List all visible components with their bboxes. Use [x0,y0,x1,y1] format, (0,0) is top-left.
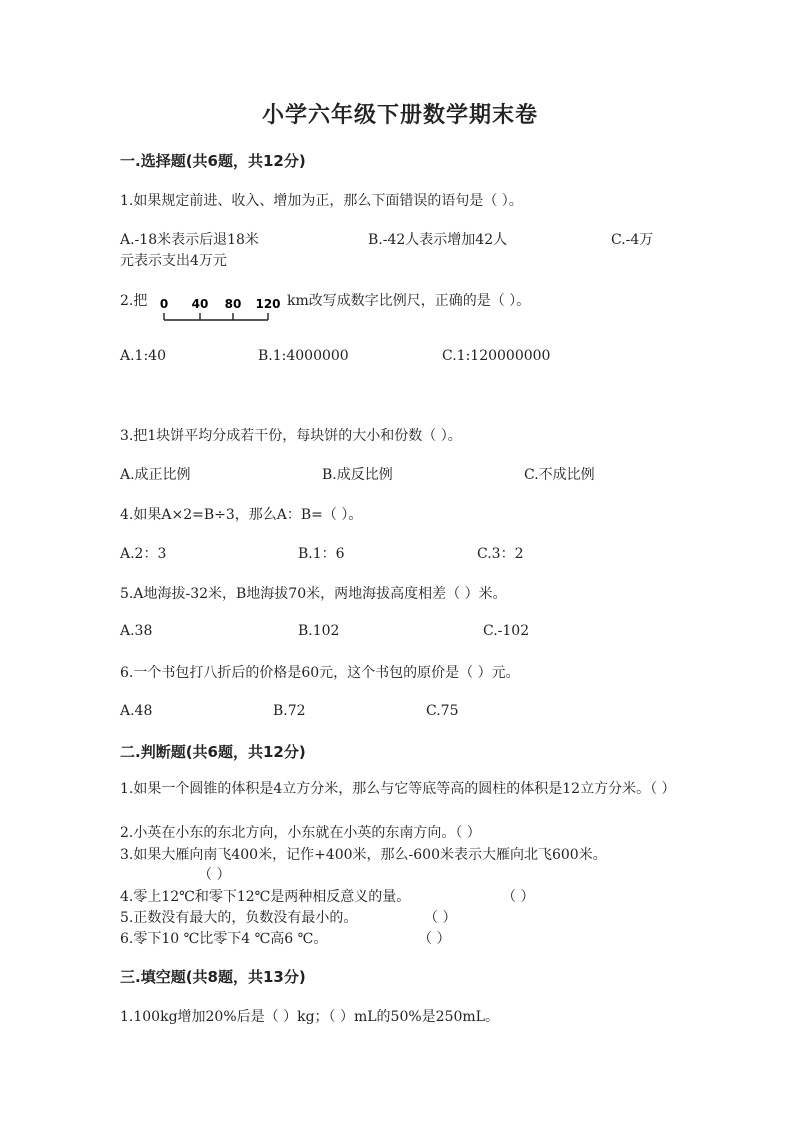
choice-q5-stem: 5.A地海拔-32米，B地海拔70米，两地海拔高度相差（ ）米。 [120,586,507,602]
exam-title: 小学六年级下册数学期末卷 [261,102,538,128]
choice-q4-option-b: B.1：6 [298,546,345,562]
judge-q5-blank: （ ） [424,910,457,926]
choice-q2-option-a: A.1:40 [120,348,166,364]
choice-q1-stem: 1.如果规定前进、收入、增加为正，那么下面错误的语句是（ ）。 [120,193,523,209]
choice-q6-option-b: B.72 [273,703,306,719]
fill-q1: 1.100kg增加20%后是（ ）kg；（ ）mL的50%是250mL。 [120,1009,499,1025]
scale-label-80: 80 [224,297,242,311]
judge-q6-blank: （ ） [418,931,451,947]
choice-q4-option-a: A.2：3 [120,546,167,562]
judge-q5: 5.正数没有最大的，负数没有最小的。 [120,910,358,926]
line-scale-figure [160,296,282,324]
judge-q3: 3.如果大雁向南飞400米，记作+400米，那么-600米表示大雁向北飞600米。 [120,847,607,863]
scale-label-0: 0 [160,297,169,311]
choice-q1-option-c: C.-4万 [611,232,654,248]
judge-q1: 1.如果一个圆锥的体积是4立方分米，那么与它等底等高的圆柱的体积是12立方分米。（ ） [120,781,676,797]
choice-q6-option-a: A.48 [120,703,153,719]
choice-q3-option-c: C.不成比例 [524,467,595,483]
choice-q2-stem: km改写成数字比例尺，正确的是（ ）。 [287,293,531,309]
choice-q3-option-b: B.成反比例 [322,467,393,483]
judge-q4: 4.零上12℃和零下12℃是两种相反意义的量。 [120,889,411,905]
choice-q4-stem: 4.如果A×2=B÷3，那么A：B=（ ）。 [120,507,363,523]
choice-q2-prefix: 2.把 [120,293,148,309]
section-heading-choice: 一.选择题(共6题，共12分) [120,152,306,170]
choice-q5-option-c: C.-102 [483,623,530,639]
choice-q3-option-a: A.成正比例 [120,467,191,483]
choice-q2-option-c: C.1:120000000 [442,348,551,364]
choice-q1-option-b: B.-42人表示增加42人 [368,232,508,248]
choice-q6-stem: 6.一个书包打八折后的价格是60元，这个书包的原价是（ ）元。 [120,665,520,681]
section-heading-fill: 三.填空题(共8题，共13分) [120,968,306,986]
choice-q6-option-c: C.75 [426,703,459,719]
section-heading-judge: 二.判断题(共6题，共12分) [120,743,306,761]
judge-q2: 2.小英在小东的东北方向，小东就在小英的东南方向。（ ） [120,825,481,841]
judge-q4-blank: （ ） [502,889,535,905]
choice-q5-option-a: A.38 [120,623,153,639]
choice-q4-option-c: C.3：2 [477,546,524,562]
scale-label-40: 40 [191,297,209,311]
choice-q5-option-b: B.102 [298,623,340,639]
judge-q6: 6.零下10 ℃比零下4 ℃高6 ℃。 [120,931,328,947]
choice-q1-option-c-continued: 元表示支出4万元 [120,253,227,269]
choice-q2-option-b: B.1:4000000 [258,348,349,364]
judge-q3-blank: （ ） [198,867,231,883]
choice-q3-stem: 3.把1块饼平均分成若干份，每块饼的大小和份数（ ）。 [120,428,462,444]
scale-label-120: 120 [255,297,281,311]
choice-q1-option-a: A.-18米表示后退18米 [120,232,259,248]
